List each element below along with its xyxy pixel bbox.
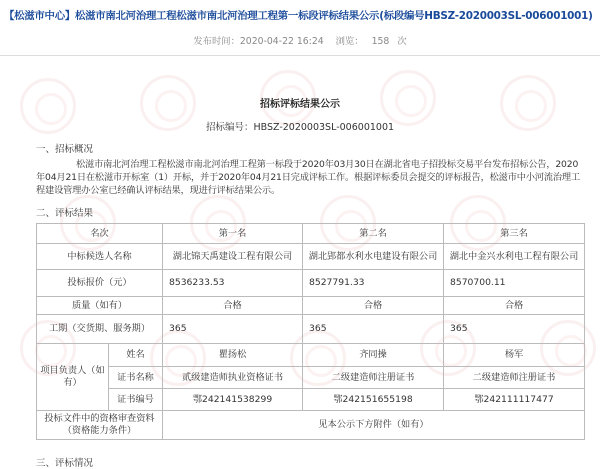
candidate-name: 湖北锦天禹建设工程有限公司 [163,244,303,270]
quality-value: 合格 [303,297,444,315]
table-row [37,315,585,344]
cert-name: 二级建造师注册证书 [303,367,444,389]
bid-price: 8570700.11 [444,270,585,297]
row-label: 投标报价（元） [37,270,163,297]
table-row [37,411,585,440]
row-label: 投标文件中的资格审查资料（资格能力条件） [37,411,163,440]
candidate-name: 湖北中金兴水利电工程有限公司 [444,244,585,270]
table-header-cell: 第一名 [163,224,303,244]
sub-label: 姓名 [109,344,163,367]
table-row [37,367,585,389]
quality-value: 合格 [444,297,585,315]
duration-value: 365 [303,315,444,344]
cert-name: 二级建造师注册证书 [444,367,585,389]
duration-value: 365 [444,315,585,344]
bid-price: 8527791.33 [303,270,444,297]
cert-no: 鄂242141538299 [163,389,303,411]
row-label: 质量（如有） [37,297,163,315]
quality-value: 合格 [163,297,303,315]
table-header-cell: 名次 [37,224,163,244]
table-header-cell: 第二名 [303,224,444,244]
table-row [37,244,585,270]
table-header-cell: 第三名 [444,224,585,244]
tender-code-label: 招标编号： [205,122,254,133]
cert-no: 鄂242111117477 [444,389,585,411]
duration-value: 365 [163,315,303,344]
qualification-value: 见本公示下方附件（如有） [163,411,585,440]
views-count: 158 [371,36,390,47]
publish-meta [0,33,600,47]
section-results: 二、评标结果 [36,208,94,219]
section-overview: 一、招标概况 [36,144,94,155]
cert-no: 鄂242151655198 [303,389,444,411]
sub-label: 证书名称 [109,367,163,389]
pm-name: 瞿扬松 [163,344,303,367]
tender-code-value: HBSZ-2020003SL-006001001 [253,122,395,133]
section-evaluation: 三、评标情况 [36,458,94,469]
row-label: 项目负责人（如有） [37,344,109,411]
row-label: 中标候选人名称 [37,244,163,270]
table-row [37,224,585,244]
cert-name: 贰级建造师执业资格证书 [163,367,303,389]
candidate-name: 湖北郢都水利水电建设有限公司 [303,244,444,270]
pm-name: 齐同操 [303,344,444,367]
tender-code [0,119,600,133]
pm-name: 杨军 [444,344,585,367]
results-table [36,223,585,440]
sub-label: 证书编号 [109,389,163,411]
table-row [37,297,585,315]
table-row [37,389,585,411]
bid-price: 8536233.53 [163,270,303,297]
views-unit: 次 [397,36,407,47]
notice-heading: 招标评标结果公示 [260,99,340,110]
table-row [37,270,585,297]
divider [0,55,600,56]
overview-paragraph: 松滋市南北河治理工程松滋市南北河治理工程第一标段于2020年03月30日在湖北省电子招投标交易平台发布招标公告，2020年04月21日在松滋市开标室（1）开标，并于2020年04月21日完成评标工作。根据评标委员会提交的评标报告，松滋市中小河流治理工程建设管理办公室已经确认评标结果，现进行评标结果公示。 [36,159,580,196]
row-label: 工期（交货期、服务期） [37,315,163,344]
page-title: 【松滋市中心】松滋市南北河治理工程松滋市南北河治理工程第一标段评标结果公示(标段编号HBSZ-2020003SL-006001001) [4,10,593,22]
table-row [37,344,585,367]
views-label: 浏览： [335,36,364,47]
publish-label: 发布时间： [193,36,240,47]
publish-time: 2020-04-22 16:24 [239,36,324,47]
